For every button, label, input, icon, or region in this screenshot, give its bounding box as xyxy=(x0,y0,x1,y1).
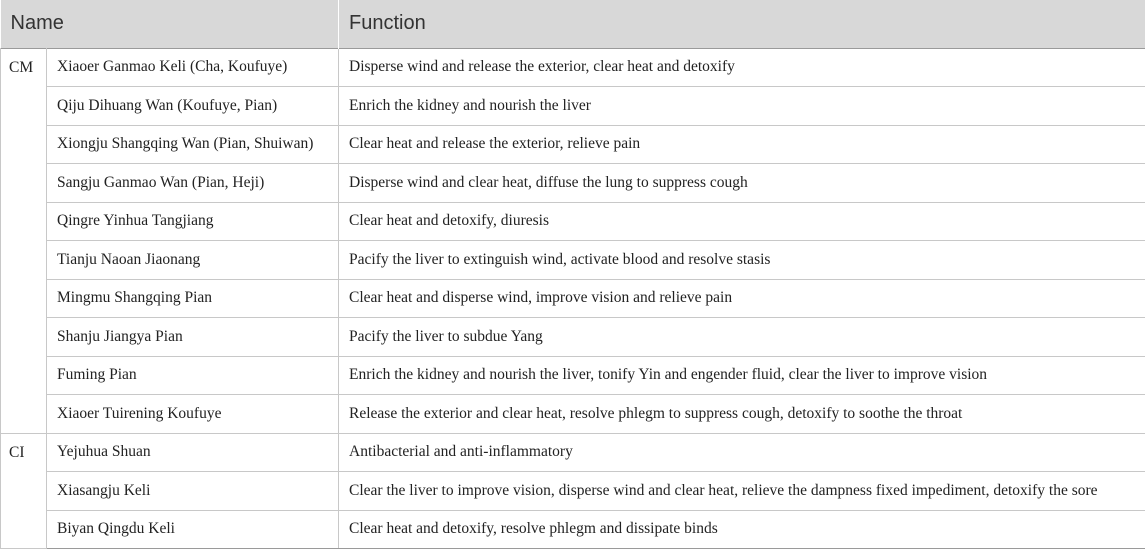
table-row xyxy=(1,125,1145,164)
function-cell: Enrich the kidney and nourish the liver xyxy=(339,87,1145,126)
function-cell: Clear heat and detoxify, diuresis xyxy=(339,202,1145,241)
table-row xyxy=(1,472,1145,511)
table-body xyxy=(1,48,1145,549)
column-header-name: Name xyxy=(1,0,339,48)
name-cell: Sangju Ganmao Wan (Pian, Heji) xyxy=(47,164,339,203)
column-header-function: Function xyxy=(339,0,1145,48)
function-cell: Clear heat and release the exterior, relieve pain xyxy=(339,125,1145,164)
table-row xyxy=(1,279,1145,318)
table-row xyxy=(1,87,1145,126)
function-cell: Clear heat and disperse wind, improve vision and relieve pain xyxy=(339,279,1145,318)
name-cell: Mingmu Shangqing Pian xyxy=(47,279,339,318)
function-cell: Pacify the liver to subdue Yang xyxy=(339,318,1145,357)
table-row xyxy=(1,164,1145,203)
name-cell: Xiaoer Ganmao Keli (Cha, Koufuye) xyxy=(47,48,339,87)
name-cell: Fuming Pian xyxy=(47,356,339,395)
name-cell: Shanju Jiangya Pian xyxy=(47,318,339,357)
name-cell: Biyan Qingdu Keli xyxy=(47,510,339,549)
category-cell: CI xyxy=(1,433,47,549)
table-row xyxy=(1,241,1145,280)
name-cell: Xiaoer Tuirening Koufuye xyxy=(47,395,339,434)
table-row xyxy=(1,433,1145,472)
table-row xyxy=(1,48,1145,87)
category-cell: CM xyxy=(1,48,47,433)
name-cell: Xiasangju Keli xyxy=(47,472,339,511)
name-cell: Qiju Dihuang Wan (Koufuye, Pian) xyxy=(47,87,339,126)
name-cell: Qingre Yinhua Tangjiang xyxy=(47,202,339,241)
function-cell: Clear the liver to improve vision, disperse wind and clear heat, relieve the dampness fixed impediment, detoxify the sore xyxy=(339,472,1145,511)
table-row xyxy=(1,356,1145,395)
table-row xyxy=(1,395,1145,434)
function-cell: Antibacterial and anti-inflammatory xyxy=(339,433,1145,472)
function-cell: Disperse wind and release the exterior, clear heat and detoxify xyxy=(339,48,1145,87)
function-cell: Disperse wind and clear heat, diffuse the lung to suppress cough xyxy=(339,164,1145,203)
table-row xyxy=(1,510,1145,549)
table-row xyxy=(1,318,1145,357)
table-row xyxy=(1,202,1145,241)
header-row xyxy=(1,0,1145,48)
name-cell: Xiongju Shangqing Wan (Pian, Shuiwan) xyxy=(47,125,339,164)
name-cell: Yejuhua Shuan xyxy=(47,433,339,472)
function-cell: Pacify the liver to extinguish wind, activate blood and resolve stasis xyxy=(339,241,1145,280)
function-cell: Clear heat and detoxify, resolve phlegm and dissipate binds xyxy=(339,510,1145,549)
function-cell: Enrich the kidney and nourish the liver, tonify Yin and engender fluid, clear the liver to improve vision xyxy=(339,356,1145,395)
name-cell: Tianju Naoan Jiaonang xyxy=(47,241,339,280)
function-cell: Release the exterior and clear heat, resolve phlegm to suppress cough, detoxify to soothe the throat xyxy=(339,395,1145,434)
